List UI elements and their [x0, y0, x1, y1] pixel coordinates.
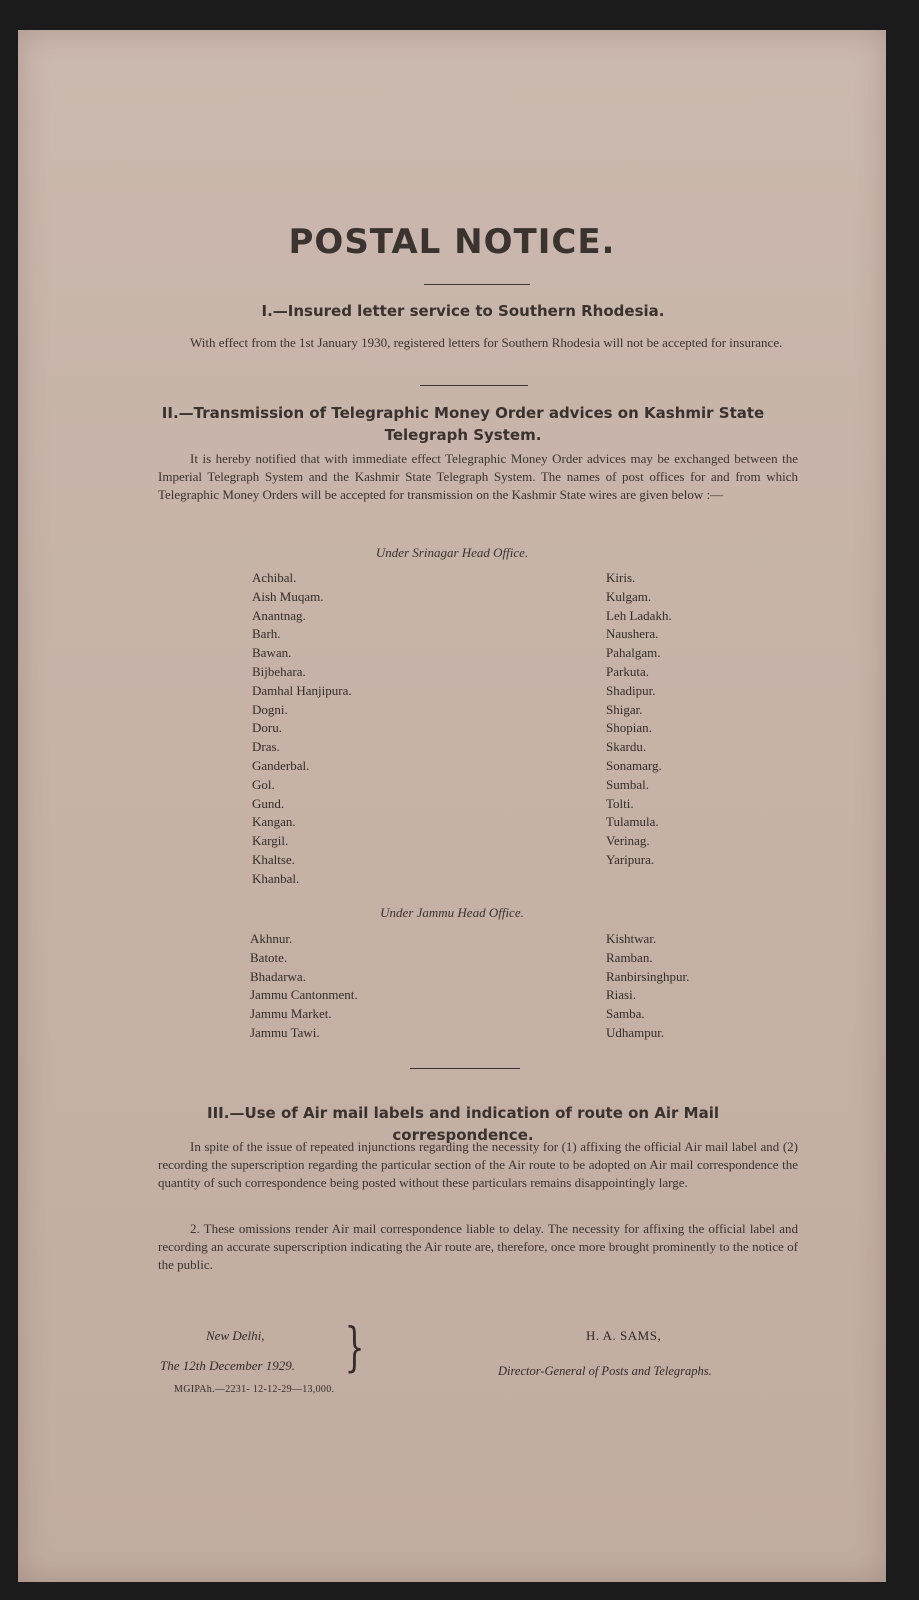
section1-body: With effect from the 1st January 1930, registered letters for Southern Rhodesia will not be accepted for insurance. [190, 335, 783, 350]
post-office-name: Ganderbal. [252, 757, 310, 773]
srinagar-right-list [606, 569, 672, 870]
post-office-name: Tolti. [606, 795, 634, 811]
post-office-name: Ranbirsinghpur. [606, 968, 690, 984]
section1-rule [420, 385, 528, 386]
post-office-name: Udhampur. [606, 1024, 665, 1040]
post-office-name: Yaripura. [606, 851, 655, 867]
section1-heading: I.—Insured letter service to Southern Rhodesia. [261, 302, 665, 320]
post-office-name: Jammu Cantonment. [250, 987, 358, 1003]
section2-body: It is hereby notified that with immediate effect Telegraphic Money Order advices may be exchanged between the Imperial Telegraph System and the Kashmir State Telegraph System. The names of post offices for and from which Telegraphic Money Orders will be accepted for transmission on the Kashmir State wires are given below :— [158, 451, 798, 502]
post-office-name: Kiris. [606, 570, 636, 585]
post-office-name: Parkuta. [606, 663, 649, 679]
notice-sheet [18, 30, 886, 1582]
post-office-name: Bhadarwa. [250, 968, 306, 984]
section2-heading-line1: II.—Transmission of Telegraphic Money Order advices on Kashmir State [161, 404, 765, 422]
jammu-heading: Under Jammu Head Office. [380, 905, 524, 920]
section3-para2: 2. These omissions render Air mail correspondence liable to delay. The necessity for affixing the official label and recording an accurate superscription indicating the Air route are, therefore, once more brought prominently to the notice of the public. [158, 1221, 798, 1272]
post-office-name: Khaltse. [252, 851, 295, 867]
signature-designation: Director-General of Posts and Telegraphs. [498, 1364, 712, 1378]
post-office-name: Shopian. [606, 720, 652, 736]
srinagar-left-list [252, 569, 352, 889]
signature-date: The 12th December 1929. [160, 1358, 296, 1373]
post-office-name: Tulamula. [606, 814, 659, 830]
jammu-left-list [250, 930, 358, 1043]
post-office-name: Jammu Tawi. [250, 1024, 320, 1040]
post-office-name: Shigar. [606, 701, 643, 717]
post-office-name: Achibal. [252, 570, 297, 585]
jammu-right-list [606, 930, 689, 1043]
post-office-name: Damhal Hanjipura. [252, 682, 352, 698]
post-office-name: Doru. [252, 720, 282, 736]
post-office-name: Gund. [252, 795, 285, 811]
section3-heading: III.—Use of Air mail labels and indication of route on Air Mail correspondence. [207, 1104, 719, 1144]
signature-place: New Delhi, [206, 1328, 265, 1343]
post-office-name: Batote. [250, 949, 288, 965]
post-office-name: Sonamarg. [606, 757, 662, 773]
post-office-name: Kangan. [252, 814, 296, 830]
post-office-name: Samba. [606, 1006, 645, 1022]
post-office-name: Verinag. [606, 833, 650, 849]
post-office-name: Aish Muqam. [252, 588, 324, 604]
signature-name: H. A. SAMS, [586, 1328, 662, 1343]
post-office-name: Pahalgam. [606, 645, 661, 661]
section2-heading-line2: Telegraph System. [384, 426, 542, 444]
post-office-name: Akhnur. [250, 931, 293, 946]
post-office-name: Skardu. [606, 739, 647, 755]
post-office-name: Bijbehara. [252, 663, 306, 679]
section2-heading [158, 402, 768, 446]
post-office-name: Khanbal. [252, 870, 300, 886]
print-code: MGIPAh.—2231- 12-12-29—13,000. [174, 1384, 335, 1395]
post-office-name: Barh. [252, 626, 281, 642]
post-office-name: Kargil. [252, 833, 289, 849]
post-office-name: Kishtwar. [606, 931, 657, 946]
post-office-name: Anantnag. [252, 607, 306, 623]
post-office-name: Leh Ladakh. [606, 607, 672, 623]
post-office-name: Ramban. [606, 949, 653, 965]
post-office-name: Riasi. [606, 987, 636, 1003]
srinagar-heading: Under Srinagar Head Office. [375, 545, 529, 560]
post-office-name: Dras. [252, 739, 280, 755]
post-office-name: Bawan. [252, 645, 292, 661]
post-office-name: Kulgam. [606, 588, 652, 604]
post-office-name: Gol. [252, 776, 275, 792]
title-rule [424, 284, 530, 285]
post-office-name: Naushera. [606, 626, 659, 642]
post-office-name: Jammu Market. [250, 1006, 332, 1022]
section3-para1: In spite of the issue of repeated injunctions regarding the necessity for (1) affixing the official Air mail label and (2) recording the superscription regarding the particular section of the Air route to be adopted on Air mail correspondence the quantity of such correspondence being posted without these particulars remains disappointingly large. [158, 1139, 798, 1190]
post-office-name: Dogni. [252, 701, 288, 717]
notice-title: POSTAL NOTICE. [288, 222, 616, 262]
post-office-name: Sumbal. [606, 776, 649, 792]
post-office-name: Shadipur. [606, 682, 656, 698]
signature-brace: } [344, 1318, 365, 1378]
section2-rule [410, 1068, 520, 1069]
